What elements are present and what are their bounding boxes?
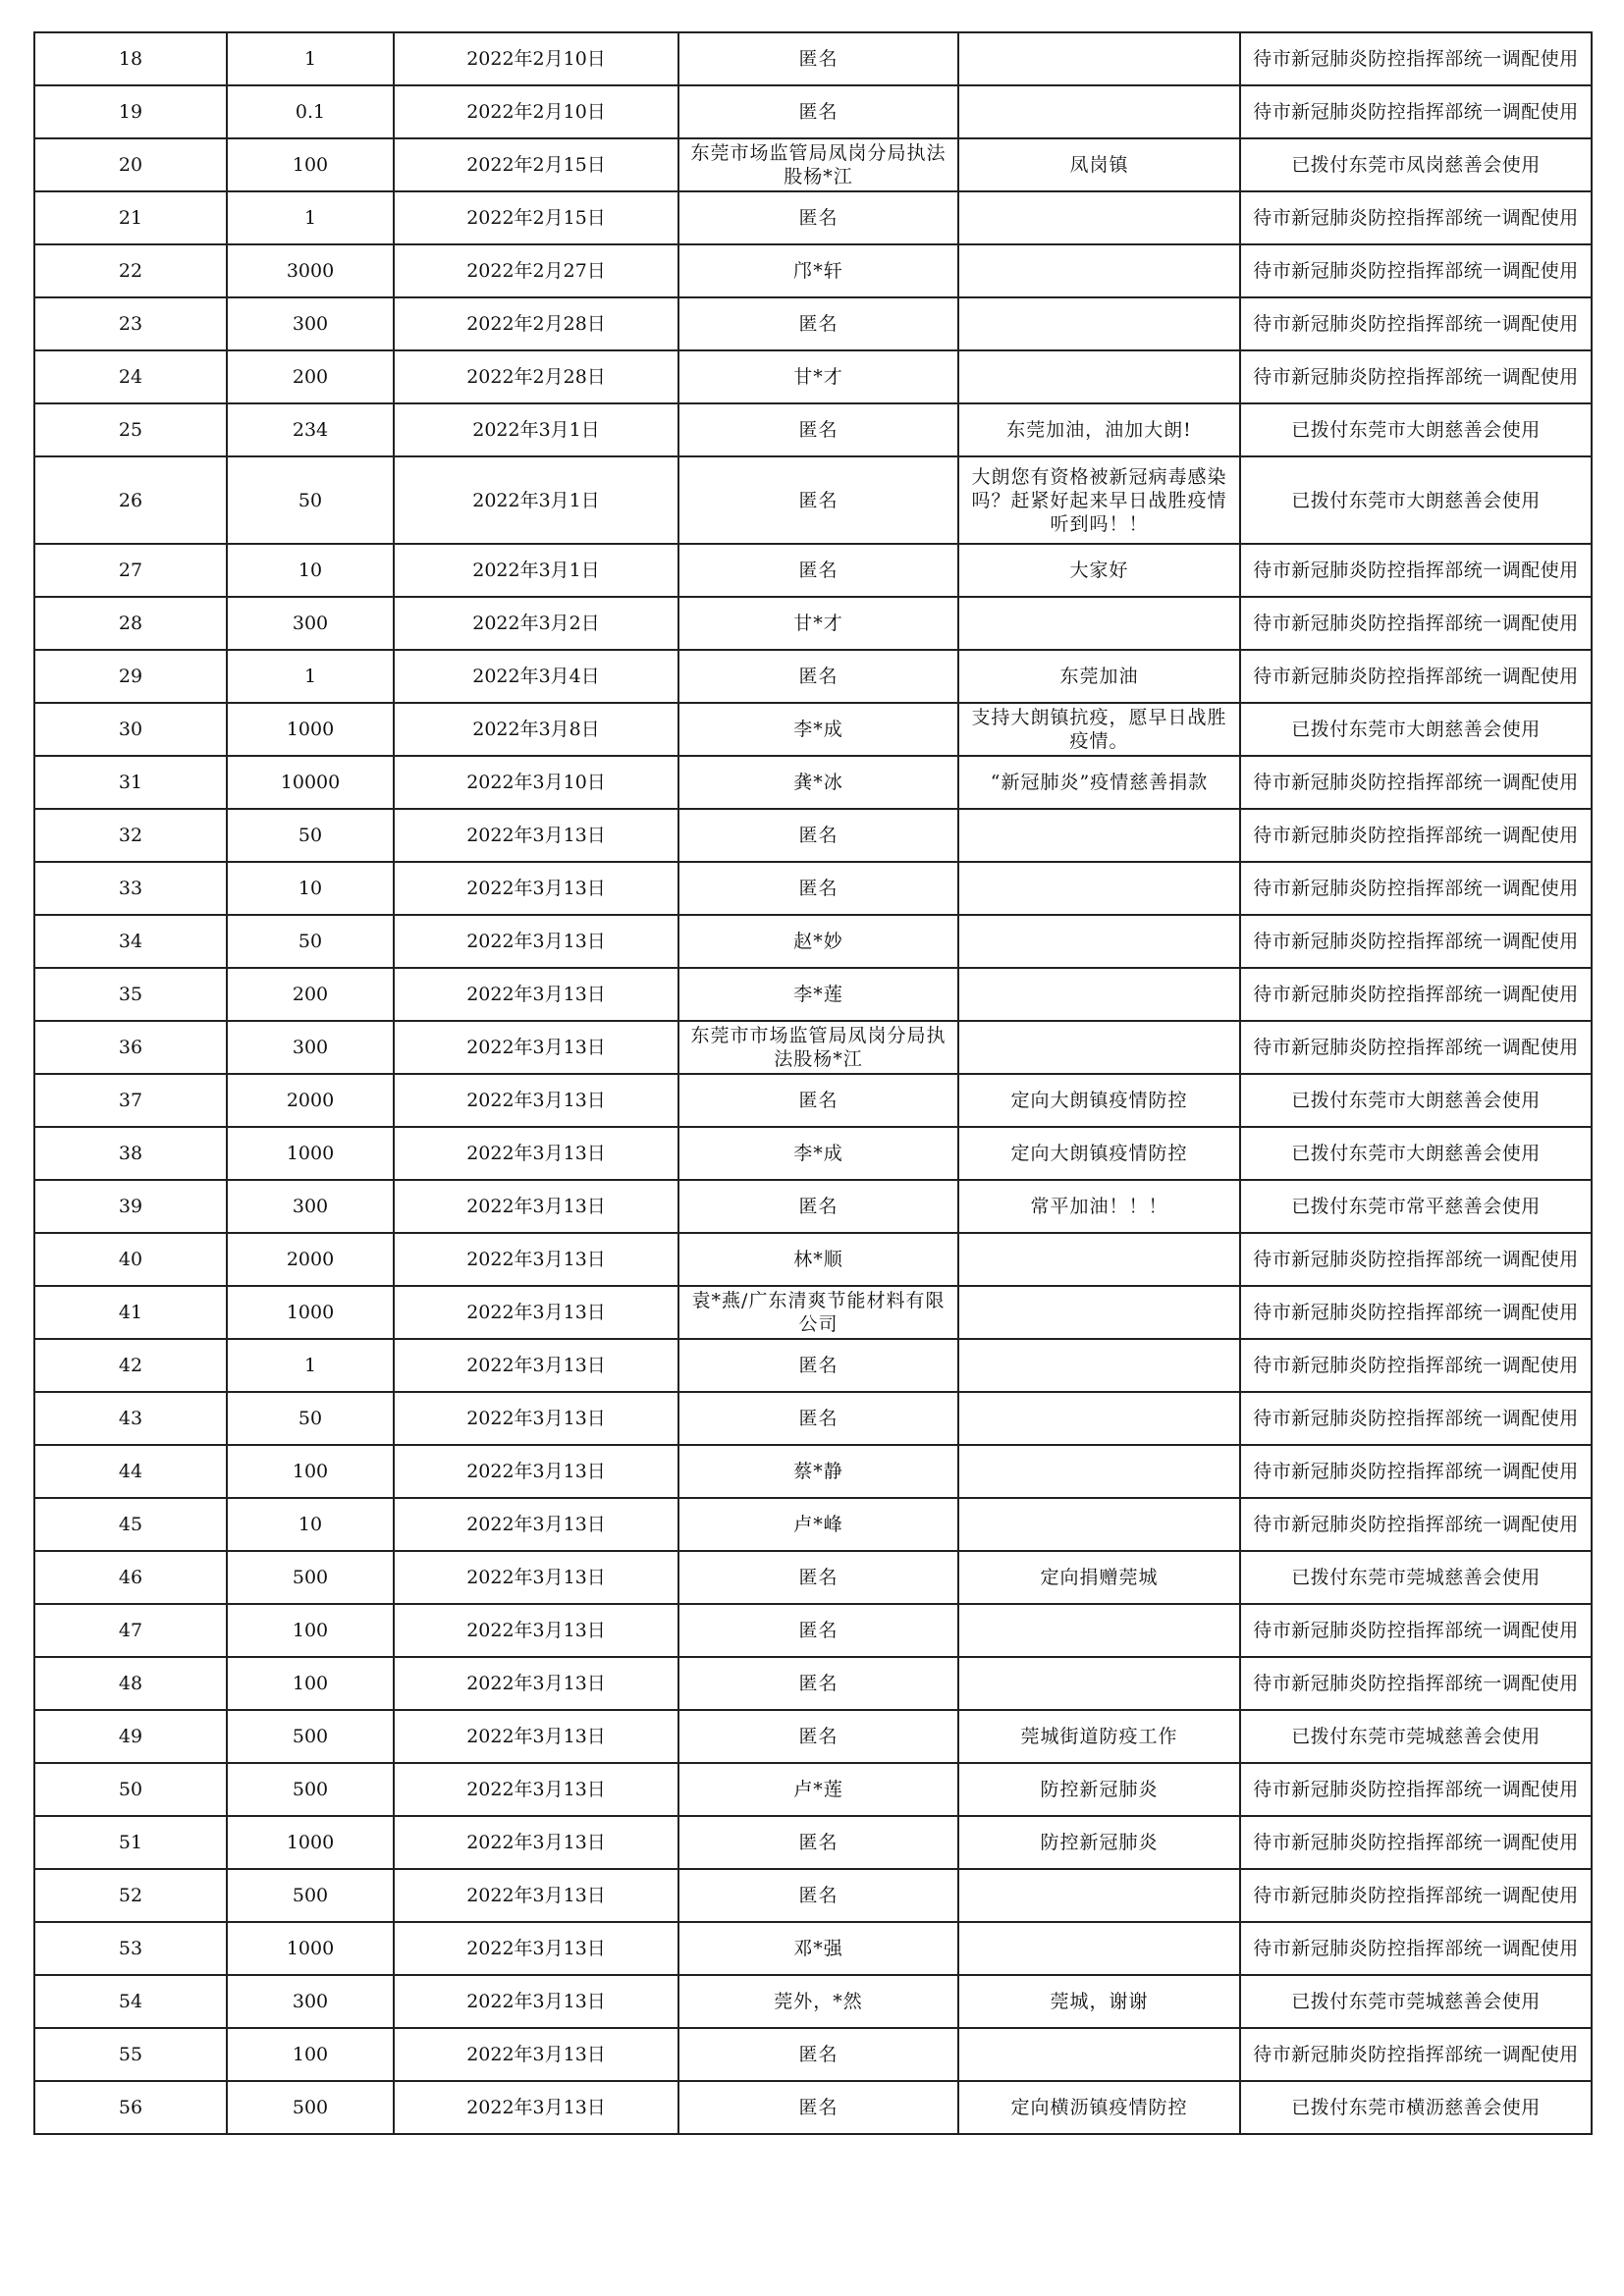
fund-usage: 待市新冠肺炎防控指挥部统一调配使用 — [1240, 968, 1592, 1021]
fund-usage: 待市新冠肺炎防控指挥部统一调配使用 — [1240, 1657, 1592, 1710]
donor-message — [958, 32, 1240, 85]
donation-date: 2022年3月13日 — [394, 2028, 678, 2081]
donation-date: 2022年3月13日 — [394, 915, 678, 968]
donation-amount: 0.1 — [227, 85, 394, 138]
row-number: 28 — [34, 597, 227, 650]
donation-amount: 1000 — [227, 1922, 394, 1975]
donation-amount: 1000 — [227, 1286, 394, 1339]
donor-name: 袁*燕/广东清爽节能材料有限公司 — [678, 1286, 958, 1339]
donor-message: 定向捐赠莞城 — [958, 1551, 1240, 1604]
fund-usage: 待市新冠肺炎防控指挥部统一调配使用 — [1240, 1922, 1592, 1975]
donation-amount: 500 — [227, 1551, 394, 1604]
donation-date: 2022年3月13日 — [394, 1551, 678, 1604]
donation-amount: 1 — [227, 1339, 394, 1392]
donor-name: 蔡*静 — [678, 1445, 958, 1498]
donor-name: 匿名 — [678, 456, 958, 544]
row-number: 29 — [34, 650, 227, 703]
table-row — [34, 1763, 1592, 1816]
fund-usage: 待市新冠肺炎防控指挥部统一调配使用 — [1240, 1233, 1592, 1286]
row-number: 35 — [34, 968, 227, 1021]
donation-date: 2022年2月10日 — [394, 32, 678, 85]
table-row — [34, 1286, 1592, 1339]
table-row — [34, 1074, 1592, 1127]
donor-message: 定向横沥镇疫情防控 — [958, 2081, 1240, 2134]
donation-amount: 1000 — [227, 1816, 394, 1869]
row-number: 38 — [34, 1127, 227, 1180]
donor-message — [958, 1922, 1240, 1975]
donation-date: 2022年3月13日 — [394, 1975, 678, 2028]
donation-date: 2022年3月13日 — [394, 1021, 678, 1074]
donor-message — [958, 1339, 1240, 1392]
table-row — [34, 968, 1592, 1021]
donation-date: 2022年3月13日 — [394, 1763, 678, 1816]
donor-message — [958, 1392, 1240, 1445]
donor-name: 匿名 — [678, 862, 958, 915]
row-number: 50 — [34, 1763, 227, 1816]
row-number: 53 — [34, 1922, 227, 1975]
donation-date: 2022年2月15日 — [394, 138, 678, 191]
donation-amount: 1000 — [227, 1127, 394, 1180]
donor-message: 大朗您有资格被新冠病毒感染吗？赶紧好起来早日战胜疫情听到吗！！ — [958, 456, 1240, 544]
table-row — [34, 2028, 1592, 2081]
donation-date: 2022年2月27日 — [394, 244, 678, 297]
table-row — [34, 1816, 1592, 1869]
row-number: 52 — [34, 1869, 227, 1922]
donation-amount: 100 — [227, 138, 394, 191]
fund-usage: 待市新冠肺炎防控指挥部统一调配使用 — [1240, 650, 1592, 703]
table-row — [34, 597, 1592, 650]
fund-usage: 待市新冠肺炎防控指挥部统一调配使用 — [1240, 597, 1592, 650]
donor-name: 莞外，*然 — [678, 1975, 958, 2028]
row-number: 20 — [34, 138, 227, 191]
fund-usage: 待市新冠肺炎防控指挥部统一调配使用 — [1240, 1869, 1592, 1922]
donation-date: 2022年3月13日 — [394, 1869, 678, 1922]
donation-table — [33, 31, 1593, 2135]
table-row — [34, 456, 1592, 544]
table-row — [34, 915, 1592, 968]
donation-amount: 10 — [227, 1498, 394, 1551]
donation-amount: 1 — [227, 32, 394, 85]
donor-message — [958, 915, 1240, 968]
donation-amount: 3000 — [227, 244, 394, 297]
row-number: 51 — [34, 1816, 227, 1869]
row-number: 39 — [34, 1180, 227, 1233]
table-row — [34, 1021, 1592, 1074]
table-row — [34, 297, 1592, 350]
table-row — [34, 138, 1592, 191]
row-number: 48 — [34, 1657, 227, 1710]
donor-message: 莞城街道防疫工作 — [958, 1710, 1240, 1763]
fund-usage: 待市新冠肺炎防控指挥部统一调配使用 — [1240, 809, 1592, 862]
row-number: 42 — [34, 1339, 227, 1392]
fund-usage: 待市新冠肺炎防控指挥部统一调配使用 — [1240, 1604, 1592, 1657]
donor-message: “新冠肺炎”疫情慈善捐款 — [958, 756, 1240, 809]
fund-usage: 待市新冠肺炎防控指挥部统一调配使用 — [1240, 756, 1592, 809]
table-row — [34, 1657, 1592, 1710]
donation-amount: 300 — [227, 597, 394, 650]
donor-name: 匿名 — [678, 297, 958, 350]
table-row — [34, 1975, 1592, 2028]
table-row — [34, 1339, 1592, 1392]
donation-date: 2022年3月13日 — [394, 1922, 678, 1975]
table-row — [34, 650, 1592, 703]
donation-date: 2022年3月2日 — [394, 597, 678, 650]
fund-usage: 已拨付东莞市大朗慈善会使用 — [1240, 1074, 1592, 1127]
donor-name: 匿名 — [678, 1816, 958, 1869]
donor-name: 卢*峰 — [678, 1498, 958, 1551]
donor-message — [958, 1604, 1240, 1657]
donation-amount: 300 — [227, 1975, 394, 2028]
fund-usage: 待市新冠肺炎防控指挥部统一调配使用 — [1240, 1498, 1592, 1551]
donation-amount: 50 — [227, 915, 394, 968]
donation-date: 2022年2月28日 — [394, 350, 678, 403]
fund-usage: 待市新冠肺炎防控指挥部统一调配使用 — [1240, 350, 1592, 403]
table-row — [34, 809, 1592, 862]
donor-message — [958, 1657, 1240, 1710]
donation-date: 2022年3月13日 — [394, 1445, 678, 1498]
donation-date: 2022年3月13日 — [394, 1657, 678, 1710]
row-number: 24 — [34, 350, 227, 403]
fund-usage: 待市新冠肺炎防控指挥部统一调配使用 — [1240, 1816, 1592, 1869]
donor-name: 匿名 — [678, 1392, 958, 1445]
fund-usage: 待市新冠肺炎防控指挥部统一调配使用 — [1240, 544, 1592, 597]
donor-name: 匿名 — [678, 1551, 958, 1604]
fund-usage: 待市新冠肺炎防控指挥部统一调配使用 — [1240, 1021, 1592, 1074]
donation-amount: 234 — [227, 403, 394, 456]
fund-usage: 已拨付东莞市莞城慈善会使用 — [1240, 1710, 1592, 1763]
table-row — [34, 1869, 1592, 1922]
donation-date: 2022年3月13日 — [394, 1816, 678, 1869]
donation-amount: 500 — [227, 1710, 394, 1763]
donor-name: 东莞市场监管局凤岗分局执法股杨*江 — [678, 138, 958, 191]
table-row — [34, 1498, 1592, 1551]
donation-amount: 2000 — [227, 1233, 394, 1286]
donor-message: 防控新冠肺炎 — [958, 1816, 1240, 1869]
donor-message — [958, 862, 1240, 915]
donation-amount: 50 — [227, 456, 394, 544]
table-row — [34, 862, 1592, 915]
table-row — [34, 244, 1592, 297]
donation-amount: 100 — [227, 1445, 394, 1498]
donor-name: 卢*莲 — [678, 1763, 958, 1816]
donor-message — [958, 1286, 1240, 1339]
donation-date: 2022年3月13日 — [394, 1233, 678, 1286]
donation-amount: 10000 — [227, 756, 394, 809]
row-number: 44 — [34, 1445, 227, 1498]
donor-name: 匿名 — [678, 544, 958, 597]
donation-date: 2022年3月13日 — [394, 1127, 678, 1180]
donation-amount: 1 — [227, 191, 394, 244]
donation-date: 2022年3月13日 — [394, 1392, 678, 1445]
row-number: 54 — [34, 1975, 227, 2028]
table-row — [34, 191, 1592, 244]
fund-usage: 待市新冠肺炎防控指挥部统一调配使用 — [1240, 244, 1592, 297]
donation-amount: 100 — [227, 2028, 394, 2081]
fund-usage: 已拨付东莞市大朗慈善会使用 — [1240, 703, 1592, 756]
donor-message: 定向大朗镇疫情防控 — [958, 1127, 1240, 1180]
fund-usage: 已拨付东莞市大朗慈善会使用 — [1240, 403, 1592, 456]
row-number: 26 — [34, 456, 227, 544]
donation-date: 2022年3月8日 — [394, 703, 678, 756]
donation-amount: 300 — [227, 297, 394, 350]
donation-date: 2022年3月13日 — [394, 1180, 678, 1233]
donor-name: 匿名 — [678, 809, 958, 862]
donation-amount: 10 — [227, 862, 394, 915]
table-row — [34, 703, 1592, 756]
row-number: 23 — [34, 297, 227, 350]
donor-message: 防控新冠肺炎 — [958, 1763, 1240, 1816]
donor-message: 支持大朗镇抗疫，愿早日战胜疫情。 — [958, 703, 1240, 756]
row-number: 36 — [34, 1021, 227, 1074]
fund-usage: 待市新冠肺炎防控指挥部统一调配使用 — [1240, 1392, 1592, 1445]
donation-date: 2022年3月1日 — [394, 403, 678, 456]
donation-amount: 500 — [227, 1763, 394, 1816]
row-number: 46 — [34, 1551, 227, 1604]
row-number: 43 — [34, 1392, 227, 1445]
table-row — [34, 32, 1592, 85]
donation-date: 2022年3月13日 — [394, 1710, 678, 1763]
donor-name: 匿名 — [678, 2028, 958, 2081]
table-row — [34, 1445, 1592, 1498]
fund-usage: 已拨付东莞市常平慈善会使用 — [1240, 1180, 1592, 1233]
donor-name: 李*成 — [678, 1127, 958, 1180]
donor-message — [958, 1021, 1240, 1074]
donor-name: 林*顺 — [678, 1233, 958, 1286]
row-number: 55 — [34, 2028, 227, 2081]
row-number: 41 — [34, 1286, 227, 1339]
donation-amount: 300 — [227, 1021, 394, 1074]
donor-name: 匿名 — [678, 650, 958, 703]
row-number: 40 — [34, 1233, 227, 1286]
donation-date: 2022年3月4日 — [394, 650, 678, 703]
row-number: 33 — [34, 862, 227, 915]
donor-name: 匿名 — [678, 1180, 958, 1233]
row-number: 56 — [34, 2081, 227, 2134]
table-row — [34, 544, 1592, 597]
donation-date: 2022年3月13日 — [394, 1074, 678, 1127]
donor-name: 匿名 — [678, 1604, 958, 1657]
donor-message — [958, 597, 1240, 650]
table-row — [34, 1604, 1592, 1657]
donation-amount: 300 — [227, 1180, 394, 1233]
donor-name: 匿名 — [678, 403, 958, 456]
table-row — [34, 1710, 1592, 1763]
donor-name: 匿名 — [678, 2081, 958, 2134]
fund-usage: 待市新冠肺炎防控指挥部统一调配使用 — [1240, 862, 1592, 915]
donor-name: 东莞市市场监管局凤岗分局执法股杨*江 — [678, 1021, 958, 1074]
donation-amount: 50 — [227, 1392, 394, 1445]
fund-usage: 待市新冠肺炎防控指挥部统一调配使用 — [1240, 297, 1592, 350]
fund-usage: 已拨付东莞市凤岗慈善会使用 — [1240, 138, 1592, 191]
donation-amount: 1000 — [227, 703, 394, 756]
donor-name: 李*莲 — [678, 968, 958, 1021]
row-number: 21 — [34, 191, 227, 244]
row-number: 30 — [34, 703, 227, 756]
donor-message — [958, 2028, 1240, 2081]
donor-message: 东莞加油，油加大朗! — [958, 403, 1240, 456]
fund-usage: 已拨付东莞市莞城慈善会使用 — [1240, 1975, 1592, 2028]
table-row — [34, 85, 1592, 138]
row-number: 37 — [34, 1074, 227, 1127]
donation-date: 2022年3月10日 — [394, 756, 678, 809]
donation-amount: 500 — [227, 2081, 394, 2134]
donation-date: 2022年3月13日 — [394, 968, 678, 1021]
donor-name: 甘*才 — [678, 597, 958, 650]
donor-message — [958, 1445, 1240, 1498]
table-row — [34, 1392, 1592, 1445]
donation-date: 2022年2月15日 — [394, 191, 678, 244]
donor-message — [958, 85, 1240, 138]
donor-message: 常平加油！！！ — [958, 1180, 1240, 1233]
donor-name: 匿名 — [678, 1710, 958, 1763]
donation-amount: 500 — [227, 1869, 394, 1922]
row-number: 19 — [34, 85, 227, 138]
donation-table-body — [34, 32, 1592, 2134]
donation-amount: 1 — [227, 650, 394, 703]
donation-date: 2022年3月13日 — [394, 1604, 678, 1657]
fund-usage: 待市新冠肺炎防控指挥部统一调配使用 — [1240, 915, 1592, 968]
fund-usage: 待市新冠肺炎防控指挥部统一调配使用 — [1240, 2028, 1592, 2081]
donation-date: 2022年3月13日 — [394, 809, 678, 862]
donor-message — [958, 968, 1240, 1021]
table-row — [34, 350, 1592, 403]
donor-message: 定向大朗镇疫情防控 — [958, 1074, 1240, 1127]
table-row — [34, 756, 1592, 809]
row-number: 31 — [34, 756, 227, 809]
fund-usage: 已拨付东莞市大朗慈善会使用 — [1240, 1127, 1592, 1180]
fund-usage: 待市新冠肺炎防控指挥部统一调配使用 — [1240, 1339, 1592, 1392]
fund-usage: 待市新冠肺炎防控指挥部统一调配使用 — [1240, 85, 1592, 138]
row-number: 34 — [34, 915, 227, 968]
fund-usage: 已拨付东莞市莞城慈善会使用 — [1240, 1551, 1592, 1604]
donor-message — [958, 191, 1240, 244]
donation-amount: 100 — [227, 1604, 394, 1657]
donor-name: 赵*妙 — [678, 915, 958, 968]
table-row — [34, 1180, 1592, 1233]
donation-amount: 200 — [227, 350, 394, 403]
donor-name: 匿名 — [678, 191, 958, 244]
donation-amount: 100 — [227, 1657, 394, 1710]
donation-date: 2022年2月10日 — [394, 85, 678, 138]
fund-usage: 待市新冠肺炎防控指挥部统一调配使用 — [1240, 1445, 1592, 1498]
donor-message — [958, 1498, 1240, 1551]
row-number: 25 — [34, 403, 227, 456]
donor-message — [958, 244, 1240, 297]
donation-date: 2022年3月1日 — [394, 544, 678, 597]
donor-name: 邝*轩 — [678, 244, 958, 297]
row-number: 22 — [34, 244, 227, 297]
donor-message: 凤岗镇 — [958, 138, 1240, 191]
donation-amount: 2000 — [227, 1074, 394, 1127]
donation-date: 2022年3月13日 — [394, 1498, 678, 1551]
donor-name: 甘*才 — [678, 350, 958, 403]
row-number: 27 — [34, 544, 227, 597]
fund-usage: 已拨付东莞市大朗慈善会使用 — [1240, 456, 1592, 544]
table-row — [34, 403, 1592, 456]
table-row — [34, 1551, 1592, 1604]
donation-date: 2022年3月1日 — [394, 456, 678, 544]
row-number: 49 — [34, 1710, 227, 1763]
row-number: 18 — [34, 32, 227, 85]
fund-usage: 已拨付东莞市横沥慈善会使用 — [1240, 2081, 1592, 2134]
donor-message: 莞城，谢谢 — [958, 1975, 1240, 2028]
fund-usage: 待市新冠肺炎防控指挥部统一调配使用 — [1240, 1763, 1592, 1816]
table-row — [34, 1922, 1592, 1975]
donation-amount: 10 — [227, 544, 394, 597]
donor-name: 龚*冰 — [678, 756, 958, 809]
donor-name: 匿名 — [678, 1339, 958, 1392]
donation-date: 2022年3月13日 — [394, 1339, 678, 1392]
donor-name: 李*成 — [678, 703, 958, 756]
donor-message: 大家好 — [958, 544, 1240, 597]
donor-message — [958, 809, 1240, 862]
fund-usage: 待市新冠肺炎防控指挥部统一调配使用 — [1240, 32, 1592, 85]
donation-date: 2022年3月13日 — [394, 1286, 678, 1339]
donation-amount: 50 — [227, 809, 394, 862]
row-number: 47 — [34, 1604, 227, 1657]
donation-date: 2022年3月13日 — [394, 2081, 678, 2134]
donor-name: 邓*强 — [678, 1922, 958, 1975]
donor-message — [958, 350, 1240, 403]
donor-message: 东莞加油 — [958, 650, 1240, 703]
donation-date: 2022年2月28日 — [394, 297, 678, 350]
donation-date: 2022年3月13日 — [394, 862, 678, 915]
row-number: 32 — [34, 809, 227, 862]
donor-name: 匿名 — [678, 85, 958, 138]
donor-message — [958, 297, 1240, 350]
donor-name: 匿名 — [678, 1074, 958, 1127]
row-number: 45 — [34, 1498, 227, 1551]
table-row — [34, 2081, 1592, 2134]
donor-message — [958, 1869, 1240, 1922]
donor-name: 匿名 — [678, 32, 958, 85]
donation-amount: 200 — [227, 968, 394, 1021]
fund-usage: 待市新冠肺炎防控指挥部统一调配使用 — [1240, 191, 1592, 244]
table-row — [34, 1233, 1592, 1286]
fund-usage: 待市新冠肺炎防控指挥部统一调配使用 — [1240, 1286, 1592, 1339]
donor-name: 匿名 — [678, 1869, 958, 1922]
table-row — [34, 1127, 1592, 1180]
donor-name: 匿名 — [678, 1657, 958, 1710]
donor-message — [958, 1233, 1240, 1286]
